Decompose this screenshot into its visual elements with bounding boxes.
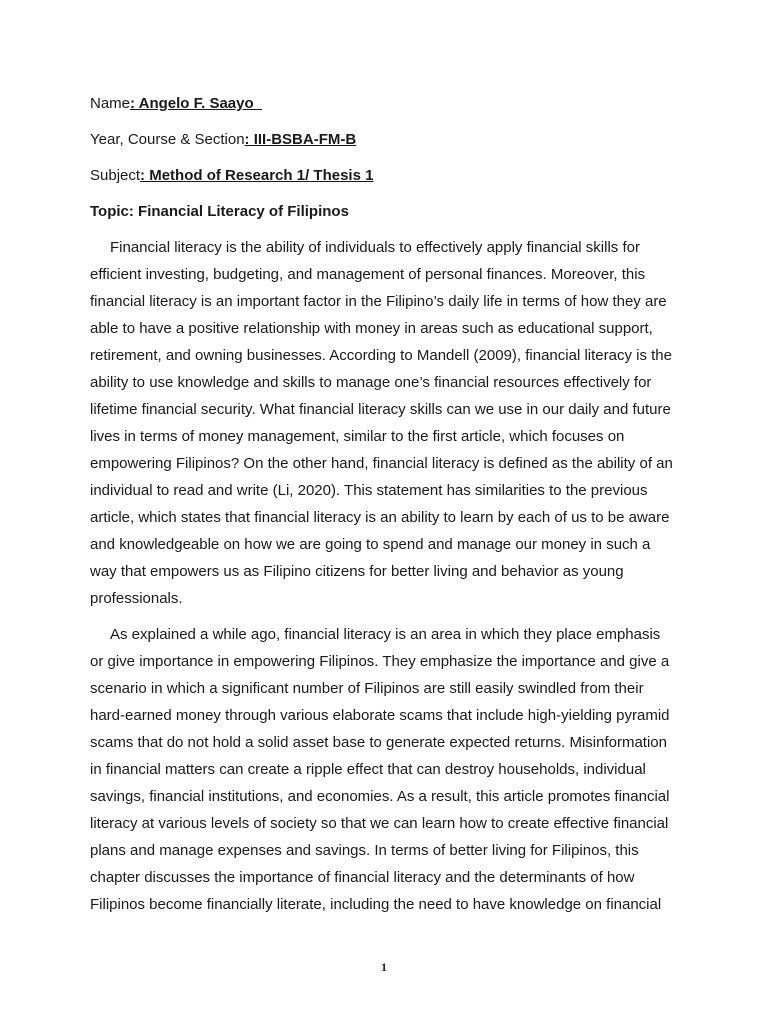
paragraph-line: savings, financial institutions, and economies. As a result, this article promotes financial [90, 788, 670, 805]
paragraph-line: able to have a positive relationship with money in areas such as educational support, [90, 320, 653, 337]
name-value: : Angelo F. Saayo [130, 95, 262, 112]
paragraph-line: plans and manage expenses and savings. In terms of better living for Filipinos, this [90, 842, 639, 859]
paragraph-line: literacy at various levels of society so that we can learn how to create effective financial [90, 815, 669, 832]
paragraph-line: chapter discusses the importance of financial literacy and the determinants of how [90, 869, 635, 886]
paragraph-line: scams that do not hold a solid asset base to generate expected returns. Misinformation [90, 734, 667, 751]
section-line [90, 126, 676, 153]
section-value: : III-BSBA-FM-B [244, 131, 357, 148]
paragraph-line: way that empowers us as Filipino citizens for better living and behavior as young [90, 563, 624, 580]
paragraph-line: or give importance in empowering Filipinos. They emphasize the importance and give a [90, 653, 670, 670]
paragraph-line: scenario in which a significant number of Filipinos are still easily swindled from their [90, 680, 644, 697]
paragraph-2 [90, 621, 676, 918]
topic-heading: Topic: Financial Literacy of Filipinos [90, 203, 349, 220]
section-label: Year, Course & Section [90, 131, 245, 148]
paragraph-line: in financial matters can create a ripple effect that can destroy households, individual [90, 761, 646, 778]
paragraph-line: lives in terms of money management, similar to the first article, which focuses on [90, 428, 625, 445]
subject-line [90, 162, 676, 189]
paragraph-line: empowering Filipinos? On the other hand, financial literacy is defined as the ability of an [90, 455, 673, 472]
paragraph-line: financial literacy is an important factor in the Filipino’s daily life in terms of how they are [90, 293, 667, 310]
paragraph-1 [90, 234, 676, 612]
document-body [90, 90, 676, 927]
subject-label: Subject [90, 167, 141, 184]
paragraph-line: article, which states that financial literacy is an ability to learn by each of us to be aware [90, 509, 670, 526]
name-label: Name [90, 95, 131, 112]
page-number: 1 [381, 960, 387, 974]
paragraph-line: Financial literacy is the ability of individuals to effectively apply financial skills for [110, 239, 640, 256]
paragraph-line: lifetime financial security. What financial literacy skills can we use in our daily and future [90, 401, 671, 418]
paragraph-line: efficient investing, budgeting, and management of personal finances. Moreover, this [90, 266, 646, 283]
paragraph-line: Filipinos become financially literate, including the need to have knowledge on financial [90, 896, 662, 913]
paragraph-line: ability to use knowledge and skills to manage one’s financial resources effectively for [90, 374, 652, 391]
paragraph-line: professionals. [90, 590, 183, 607]
paragraph-line: and knowledgeable on how we are going to spend and manage our money in such a [90, 536, 651, 553]
paragraph-line: As explained a while ago, financial literacy is an area in which they place emphasis [110, 626, 661, 643]
paragraph-line: retirement, and owning businesses. According to Mandell (2009), financial literacy is the [90, 347, 672, 364]
subject-value: : Method of Research 1/ Thesis 1 [140, 167, 374, 184]
paragraph-line: hard-earned money through various elaborate scams that include high-yielding pyramid [90, 707, 670, 724]
name-line [90, 90, 676, 117]
paragraph-line: individual to read and write (Li, 2020). This statement has similarities to the previous [90, 482, 648, 499]
